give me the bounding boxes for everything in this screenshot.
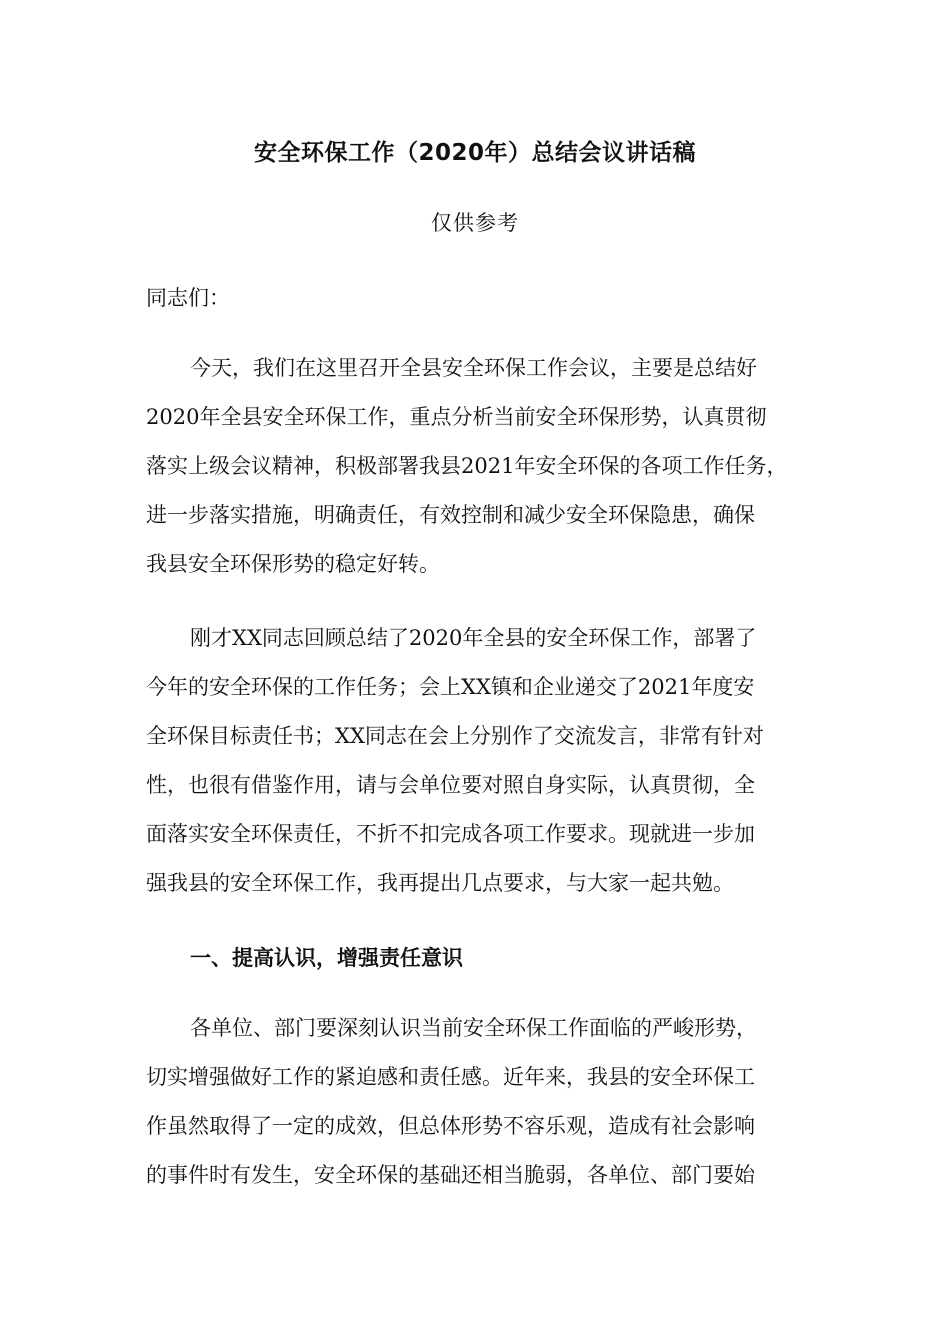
paragraph-line: 强我县的安全环保工作，我再提出几点要求，与大家一起共勉。 [146, 871, 734, 895]
document-title: 安全环保工作（2020年）总结会议讲话稿 [253, 140, 696, 166]
paragraph-line: 性，也很有借鉴作用，请与会单位要对照自身实际，认真贯彻，全 [146, 773, 755, 797]
paragraph-opening [146, 344, 826, 589]
paragraph-line: 2020年全县安全环保工作，重点分析当前安全环保形势，认真贯彻 [146, 405, 767, 429]
document-subtitle: 仅供参考 [431, 211, 519, 235]
salutation: 同志们： [146, 286, 230, 310]
paragraph-line: 今天，我们在这里召开全县安全环保工作会议，主要是总结好 [190, 356, 757, 380]
paragraph-line: 作虽然取得了一定的成效，但总体形势不容乐观，造成有社会影响 [146, 1114, 755, 1138]
paragraph-line: 全环保目标责任书；XX同志在会上分别作了交流发言，非常有针对 [146, 724, 764, 748]
paragraph-line: 的事件时有发生，安全环保的基础还相当脆弱，各单位、部门要始 [146, 1163, 755, 1187]
paragraph-line: 刚才XX同志回顾总结了2020年全县的安全环保工作，部署了 [190, 626, 757, 650]
paragraph-line: 落实上级会议精神，积极部署我县2021年安全环保的各项工作任务， [146, 454, 788, 478]
paragraph-review [146, 614, 826, 908]
paragraph-line: 面落实安全环保责任，不折不扣完成各项工作要求。现就进一步加 [146, 822, 755, 846]
paragraph-line: 切实增强做好工作的紧迫感和责任感。近年来，我县的安全环保工 [146, 1065, 755, 1089]
paragraph-section-one [146, 1004, 826, 1200]
paragraph-line: 今年的安全环保的工作任务；会上XX镇和企业递交了2021年度安 [146, 675, 755, 699]
section-heading: 一、提高认识，增强责任意识 [190, 946, 463, 970]
paragraph-line: 进一步落实措施，明确责任，有效控制和减少安全环保隐患，确保 [146, 503, 755, 527]
paragraph-line: 我县安全环保形势的稳定好转。 [146, 552, 440, 576]
paragraph-line: 各单位、部门要深刻认识当前安全环保工作面临的严峻形势， [190, 1016, 757, 1040]
